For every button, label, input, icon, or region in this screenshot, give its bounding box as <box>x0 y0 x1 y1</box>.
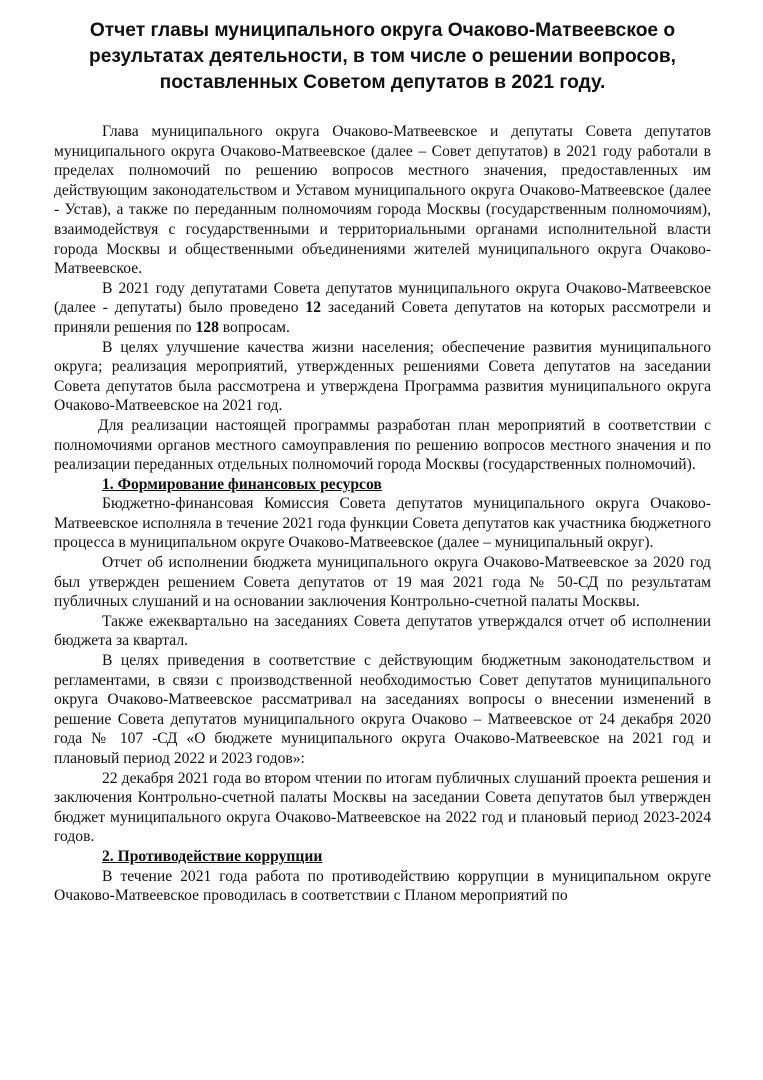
paragraph-budget-commission: Бюджетно-финансовая Комиссия Совета депутатов муниципального округа Очаково-Матвеевское исполняла в течение 2021 года функции Совета депутатов как участника бюджетного процесса в муниципальном округе Очаково-Матвеевское (далее – муниципальный округ). <box>54 495 711 552</box>
paragraph-sessions-text-2: заседаний Совета депутатов на которых рассмотрели и приняли решения по <box>54 299 711 336</box>
paragraph-sessions-text-1: В 2021 году депутатами Совета депутатов муниципального округа Очаково-Матвеевское (далее - депутаты) было проведено <box>54 279 711 317</box>
section-heading-finance: 1. Формирование финансовых ресурсов <box>102 475 382 493</box>
paragraph-program: В целях улучшение качества жизни населения; обеспечение развития муниципального округа; реализация мероприятий, утвержденных решениями Совета депутатов на заседании Совета депутатов была рассмотрена и утверждена Программа развития муниципального округа Очаково-Матвеевское на 2021 год. <box>54 338 711 415</box>
paragraph-sessions-text-3: вопросам. <box>218 318 290 336</box>
sessions-count: 12 <box>305 299 321 317</box>
paragraph-anticorruption: В течение 2021 года работа по противодействию коррупции в муниципальном округе Очаково-Матвеевское проводилась в соответствии с Планом мероприятий по <box>54 867 711 905</box>
paragraph-quarterly: Также ежеквартально на заседаниях Совета депутатов утверждался отчет об исполнении бюджета за квартал. <box>54 612 711 650</box>
document-title: Отчет главы муниципального округа Очаково-Матвеевское о результатах деятельности, в том числе о решении вопросов, поставленных Советом депутатов в 2021 году. <box>89 20 676 93</box>
paragraph-budget-approval: 22 декабря 2021 года во втором чтении по итогам публичных слушаний проекта решения и заключения Контрольно-счетной палаты Москвы на заседании Совета депутатов был утвержден бюджет муниципального округа Очаково-Матвеевское на 2022 год и плановый период 2023-2024 годов. <box>54 769 711 846</box>
paragraph-budget-changes: В целях приведения в соответствие с действующим бюджетным законодательством и регламентами, в связи с производственной необходимостью Совет депутатов муниципального округа Очаково-Матвеевское рассматривал на заседаниях вопросы о внесении изменений в решение Совета депутатов муниципального округа Очаково – Матвеевское от 24 декабря 2020 года № 107 -СД «О бюджете муниципального округа Очаково-Матвеевское на 2021 год и плановый период 2022 и 2023 годов»: <box>54 652 711 767</box>
questions-count: 128 <box>195 318 219 336</box>
document-body <box>54 122 711 906</box>
paragraph-budget-report: Отчет об исполнении бюджета муниципального округа Очаково-Матвеевское за 2020 год был утвержден решением Совета депутатов от 19 мая 2021 года № 50-СД по результатам публичных слушаний и на основании заключения Контрольно-счетной палаты Москвы. <box>54 554 711 611</box>
paragraph-sessions <box>54 279 711 338</box>
section-heading-anticorruption: 2. Противодействие коррупции <box>102 847 323 865</box>
paragraph-plan: Для реализации настоящей программы разработан план мероприятий в соответствии с полномочиями органов местного самоуправления по решению вопросов местного значения и по реализации переданных отдельных полномочий города Москвы (государственных полномочий). <box>54 416 711 474</box>
paragraph-intro: Глава муниципального округа Очаково-Матвеевское и депутаты Совета депутатов муниципального округа Очаково-Матвеевское (далее – Совет депутатов) в 2021 году работали в пределах полномочий по решению вопросов местного значения, предоставленных им действующим законодательством и Уставом муниципального округа Очаково-Матвеевское (далее - Устав), а также по переданным полномочиям города Москвы (государственным полномочиям), взаимодействуя с государственными и территориальными органами исполнительной власти города Москвы и общественными объединениями жителей муниципального округа Очаково-Матвеевское. <box>54 123 711 278</box>
